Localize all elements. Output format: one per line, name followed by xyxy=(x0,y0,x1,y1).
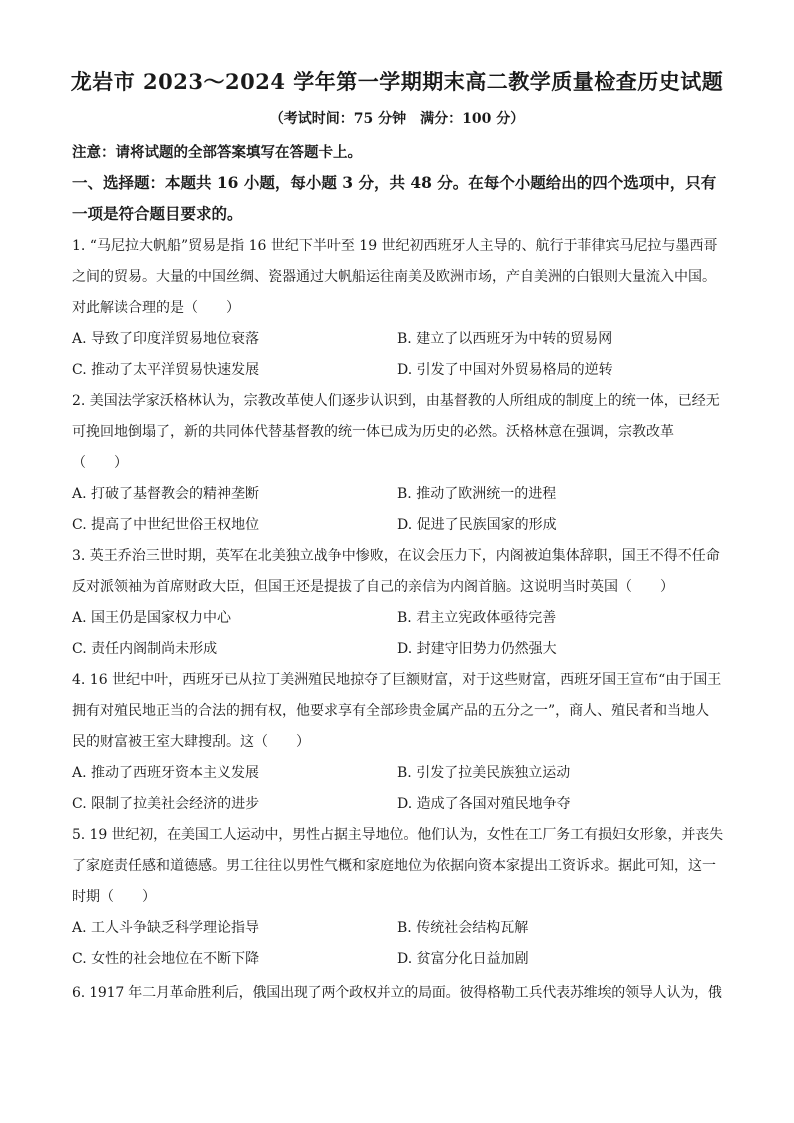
question-2-option-c: C. 提高了中世纪世俗王权地位 xyxy=(72,517,260,533)
question-2-line-1: 2. 美国法学家沃格林认为，宗教改革使人们逐步认识到，由基督教的人所组成的制度上的统一体，已经无 xyxy=(72,393,720,409)
question-3-option-c: C. 责任内阁制尚未形成 xyxy=(72,641,218,657)
question-1-option-d: D. 引发了中国对外贸易格局的逆转 xyxy=(397,362,613,378)
question-2-option-b: B. 推动了欧洲统一的进程 xyxy=(397,486,557,502)
question-5-option-b: B. 传统社会结构瓦解 xyxy=(397,920,529,936)
notice-text: 注意：请将试题的全部答案填写在答题卡上。 xyxy=(72,144,362,161)
question-3-line-1: 3. 英王乔治三世时期，英军在北美独立战争中惨败，在议会压力下，内阁被迫集体辞职，国王不得不任命 xyxy=(72,548,720,564)
question-5-line-2: 了家庭责任感和道德感。男工往往以男性气概和家庭地位为依据向资本家提出工资诉求。据此可知，这一 xyxy=(72,858,716,874)
question-4-option-d: D. 造成了各国对殖民地争夺 xyxy=(397,796,571,812)
question-1-option-a: A. 导致了印度洋贸易地位衰落 xyxy=(72,331,260,347)
question-4-line-1: 4. 16 世纪中叶，西班牙已从拉丁美洲殖民地掠夺了巨额财富，对于这些财富，西班牙国王宣布“由于国王 xyxy=(72,672,722,688)
section-heading-line-1: 一、选择题：本题共 16 小题，每小题 3 分，共 48 分。在每个小题给出的四个选项中，只有 xyxy=(72,173,717,192)
question-1-line-2: 之间的贸易。大量的中国丝绸、瓷器通过大帆船运往南美及欧洲市场，产自美洲的白银则大量流入中国。 xyxy=(72,269,716,285)
question-4-line-2: 拥有对殖民地正当的合法的拥有权，他要求享有全部珍贵金属产品的五分之一”，商人、殖民者和当地人 xyxy=(72,703,710,719)
question-4-option-b: B. 引发了拉美民族独立运动 xyxy=(397,765,571,781)
question-2-option-d: D. 促进了民族国家的形成 xyxy=(397,517,557,533)
page-title: 龙岩市 2023～2024 学年第一学期期末高二教学质量检查历史试题 xyxy=(70,69,724,94)
question-3-option-b: B. 君主立宪政体亟待完善 xyxy=(397,610,557,626)
question-1-option-b: B. 建立了以西班牙为中转的贸易网 xyxy=(397,331,613,347)
question-2-line-3: （ ） xyxy=(72,455,128,471)
question-2-option-a: A. 打破了基督教会的精神垄断 xyxy=(72,486,260,502)
question-3-line-2: 反对派领袖为首席财政大臣，但国王还是提拔了自己的亲信为内阁首脑。这说明当时英国（ ） xyxy=(72,579,674,595)
question-5-option-a: A. 工人斗争缺乏科学理论指导 xyxy=(72,920,260,936)
question-1-line-1: 1. “马尼拉大帆船”贸易是指 16 世纪下半叶至 19 世纪初西班牙人主导的、航行于菲律宾马尼拉与墨西哥 xyxy=(72,238,718,254)
question-6-line-1: 6. 1917 年二月革命胜利后，俄国出现了两个政权并立的局面。彼得格勒工兵代表苏维埃的领导人认为，俄 xyxy=(72,985,722,1001)
question-4-line-3: 民的财富被王室大肆搜刮。这（ ） xyxy=(72,734,310,750)
question-5-line-3: 时期（ ） xyxy=(72,889,156,905)
question-4-option-a: A. 推动了西班牙资本主义发展 xyxy=(72,765,260,781)
question-3-option-d: D. 封建守旧势力仍然强大 xyxy=(397,641,557,657)
question-1-line-3: 对此解读合理的是（ ） xyxy=(72,300,240,316)
question-4-option-c: C. 限制了拉美社会经济的进步 xyxy=(72,796,260,812)
question-5-option-c: C. 女性的社会地位在不断下降 xyxy=(72,951,260,967)
question-5-option-d: D. 贫富分化日益加剧 xyxy=(397,951,529,967)
section-heading-line-2: 一项是符合题目要求的。 xyxy=(72,204,243,223)
question-5-line-1: 5. 19 世纪初，在美国工人运动中，男性占据主导地位。他们认为，女性在工厂务工有损妇女形象，并丧失 xyxy=(72,827,724,843)
question-2-line-2: 可挽回地倒塌了，新的共同体代替基督教的统一体已成为历史的必然。沃格林意在强调，宗教改革 xyxy=(72,424,674,440)
question-1-option-c: C. 推动了太平洋贸易快速发展 xyxy=(72,362,260,378)
question-3-option-a: A. 国王仍是国家权力中心 xyxy=(72,610,232,626)
exam-info: （考试时间：75 分钟 满分：100 分） xyxy=(269,111,525,127)
